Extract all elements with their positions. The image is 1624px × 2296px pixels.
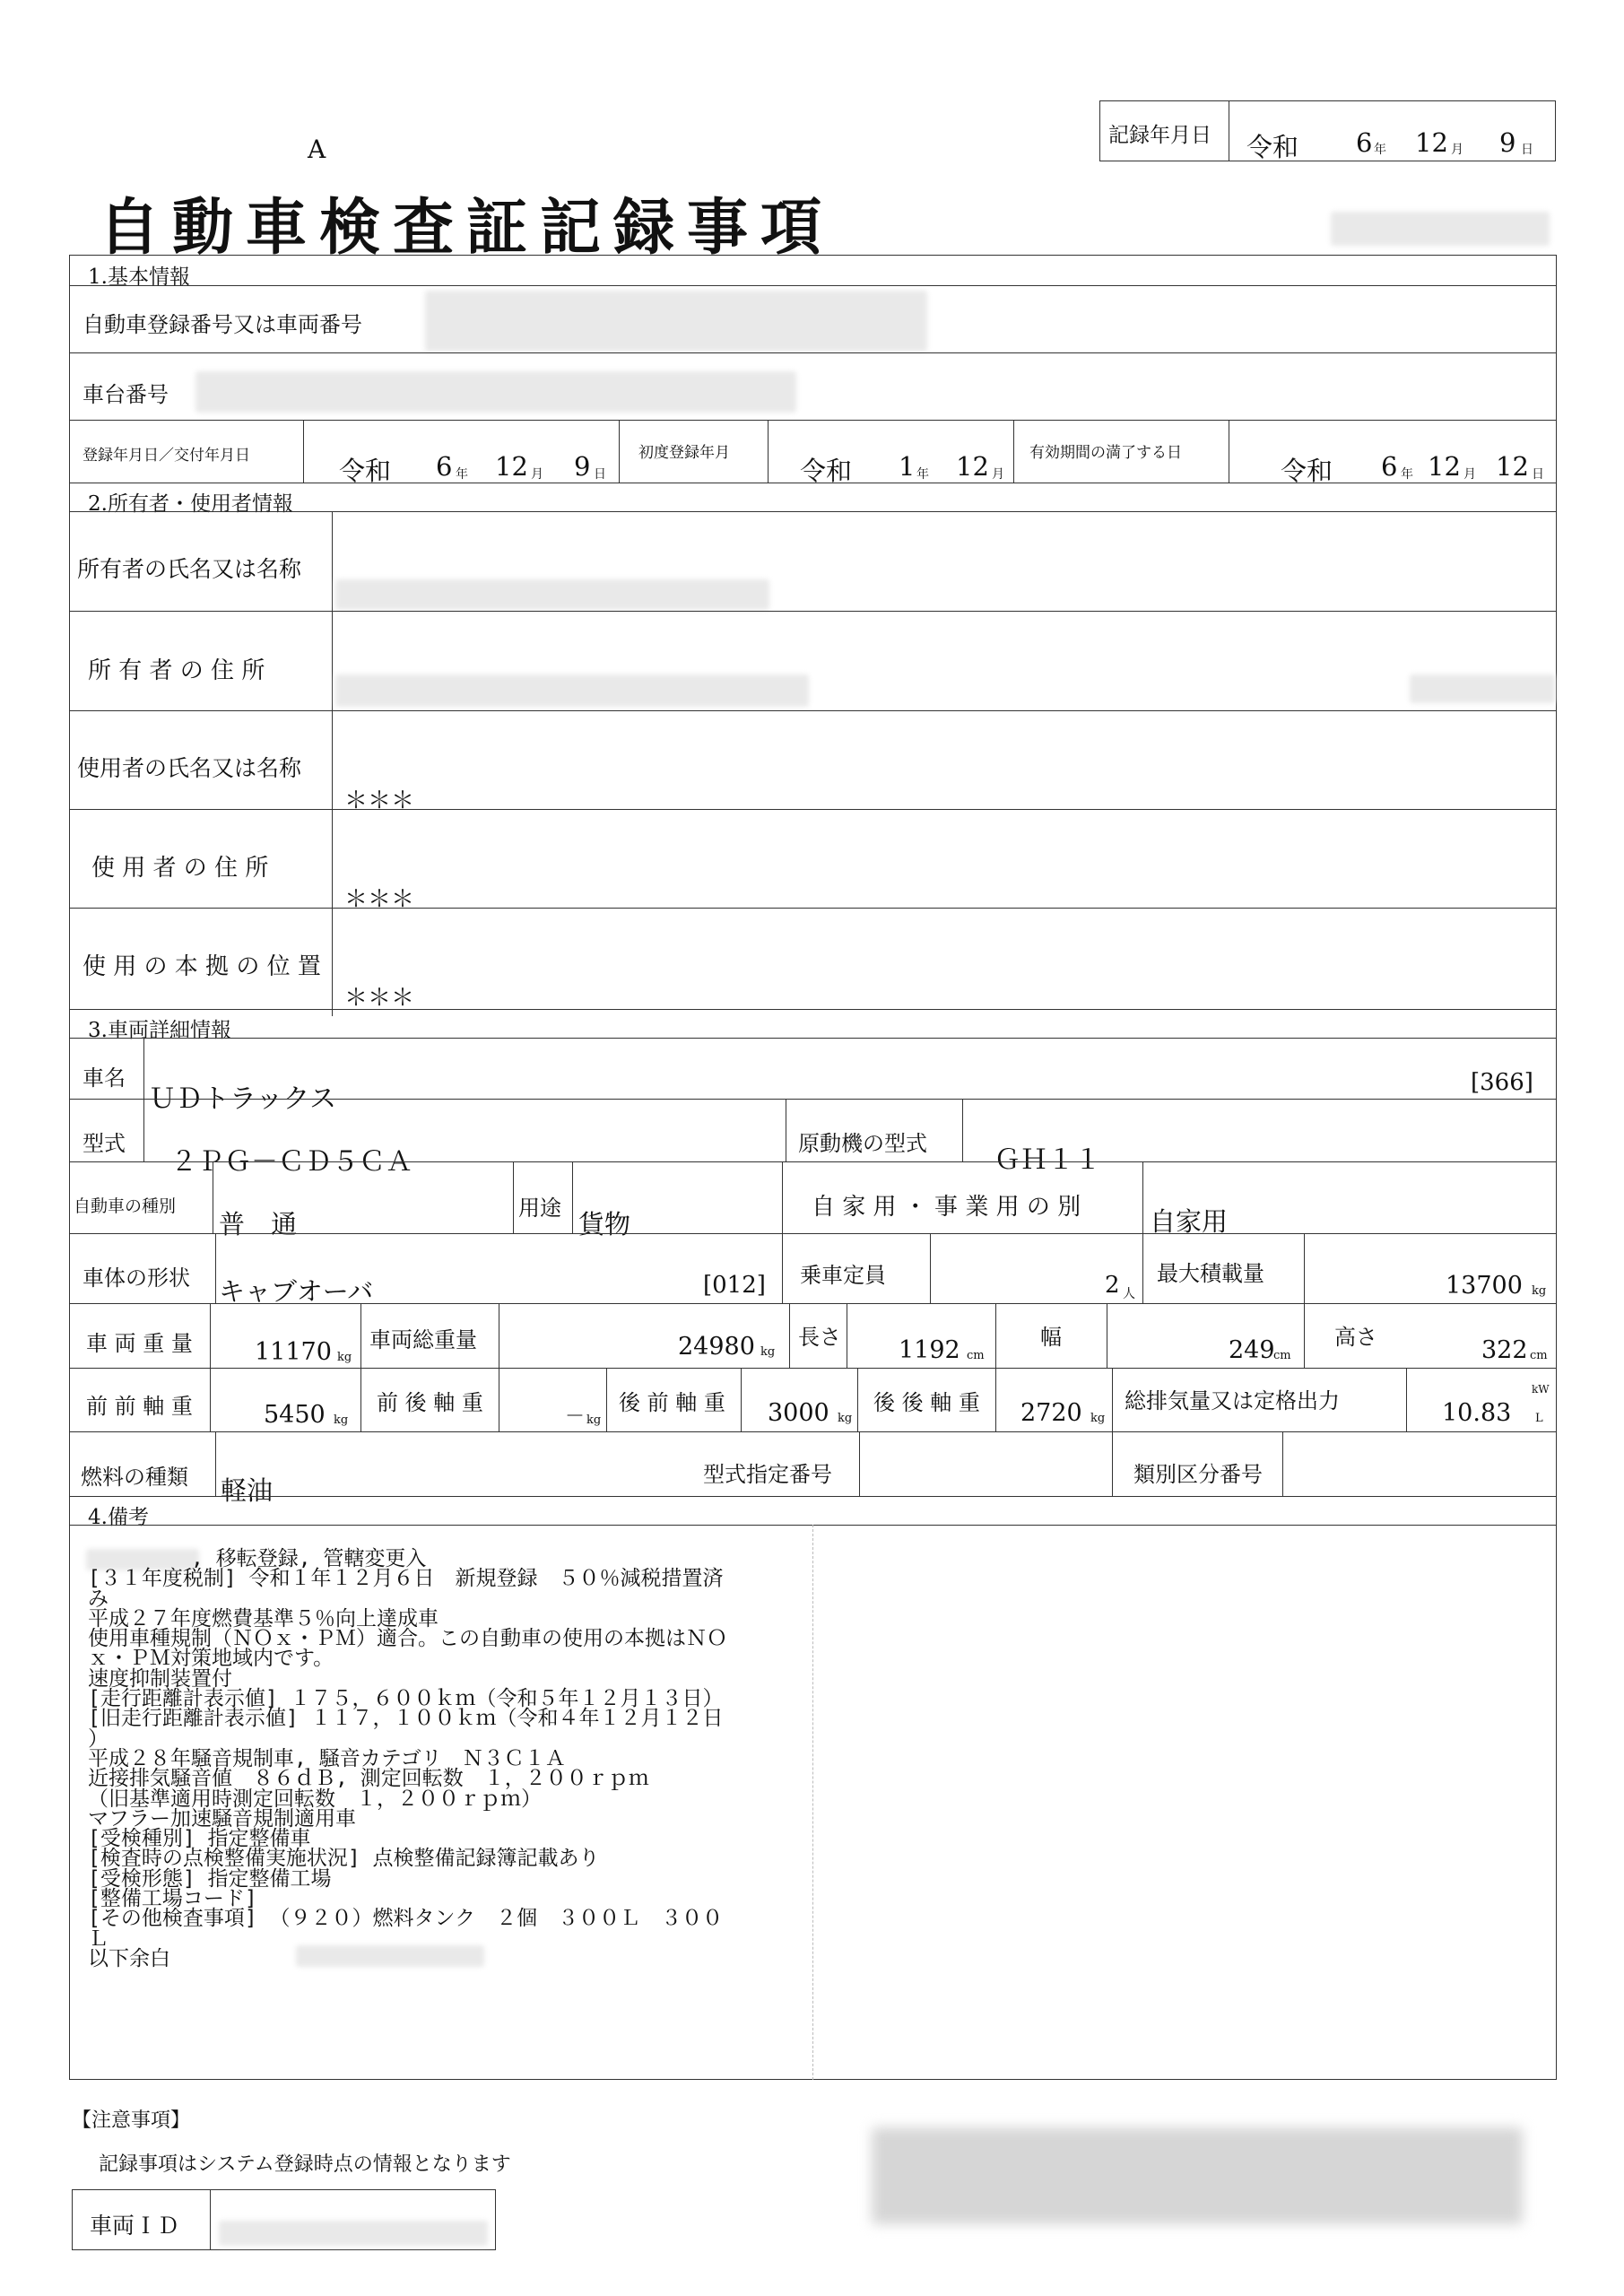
redacted-reg-no — [425, 291, 927, 352]
day-unit: 日 — [1532, 467, 1544, 482]
day-unit: 日 — [594, 467, 606, 482]
record-date-year: 6 — [1356, 127, 1373, 158]
notes-heading: 【注意事項】 — [72, 2109, 191, 2132]
vehicle-id-label: 車両ＩＤ — [90, 2213, 180, 2239]
redacted-owner-address — [335, 674, 809, 707]
fuel-label: 燃料の種類 — [81, 1465, 188, 1490]
reg-date-year: 6 — [436, 451, 453, 482]
gross-label: 車両総重量 — [369, 1327, 477, 1352]
rr-axle-label: 後 後 軸 重 — [873, 1390, 980, 1415]
first-reg-year: 1 — [899, 451, 916, 482]
section-vehicle-heading: 3.車両詳細情報 — [88, 1019, 231, 1042]
reg-date-era: 令和 — [339, 456, 392, 486]
kg-unit: kg — [334, 1413, 349, 1427]
capacity-value: 2 — [1105, 1272, 1120, 1299]
body-label: 車体の形状 — [83, 1265, 190, 1291]
redacted-vehicle-id — [219, 2221, 488, 2246]
first-reg-label: 初度登録年月 — [638, 444, 730, 462]
engine-label: 原動機の型式 — [798, 1131, 927, 1156]
capacity-label: 乗車定員 — [800, 1263, 886, 1288]
record-date-label: 記録年月日 — [1108, 124, 1211, 147]
ff-axle-value: 5450 — [264, 1401, 326, 1429]
car-name-value: ＵＤトラックス — [149, 1083, 337, 1115]
expiry-label: 有効期間の満了する日 — [1029, 444, 1182, 462]
remarks-divider — [812, 1525, 813, 2080]
rf-axle-label: 後 前 軸 重 — [619, 1390, 725, 1415]
model-label: 型式 — [83, 1131, 126, 1156]
expiry-month: 12 — [1428, 451, 1461, 482]
user-name-value: ＊＊＊ — [344, 787, 415, 814]
use-label: 用途 — [518, 1196, 561, 1221]
ff-axle-label: 前 前 軸 重 — [86, 1394, 193, 1419]
engine-value: ＧＨ１１ — [994, 1144, 1101, 1176]
cm-unit: cm — [1530, 1349, 1548, 1362]
gross-value: 24980 — [678, 1333, 755, 1361]
kg-unit: kg — [586, 1413, 602, 1427]
l-unit: L — [1535, 1412, 1543, 1425]
kg-unit: kg — [1090, 1412, 1106, 1425]
year-unit: 年 — [456, 467, 468, 482]
year-unit: 年 — [1401, 467, 1413, 482]
fr-axle-label: 前 後 軸 重 — [377, 1390, 483, 1415]
redacted-chassis — [195, 371, 796, 413]
base-location-value: ＊＊＊ — [344, 985, 415, 1012]
cm-unit: cm — [967, 1349, 985, 1362]
owner-address-label: 所 有 者 の 住 所 — [88, 657, 265, 684]
max-load-label: 最大積載量 — [1157, 1261, 1264, 1286]
kg-unit: kg — [760, 1345, 776, 1359]
length-label: 長さ — [798, 1325, 841, 1350]
redacted-barcode — [872, 2127, 1523, 2224]
height-label: 高さ — [1334, 1325, 1377, 1350]
user-address-value: ＊＊＊ — [344, 886, 415, 913]
fr-axle-value: － — [565, 1405, 586, 1428]
expiry-era: 令和 — [1281, 456, 1333, 486]
reg-date-label: 登録年月日／交付年月日 — [83, 447, 250, 465]
type-designation-label: 型式指定番号 — [703, 1462, 832, 1487]
private-label: 自 家 用 ・ 事 業 用 の 別 — [812, 1194, 1081, 1221]
first-reg-month: 12 — [956, 451, 989, 482]
chassis-label: 車台番号 — [83, 382, 169, 407]
expiry-day: 12 — [1496, 451, 1529, 482]
reg-date-month: 12 — [495, 451, 528, 482]
car-name-label: 車名 — [83, 1065, 126, 1091]
month-unit: 月 — [531, 467, 543, 482]
record-date-era: 令和 — [1246, 132, 1299, 162]
kg-unit: kg — [838, 1412, 853, 1425]
width-label: 幅 — [1040, 1325, 1062, 1350]
length-value: 1192 — [899, 1336, 960, 1364]
redacted-header-id — [1331, 212, 1550, 246]
height-value: 322 — [1481, 1336, 1528, 1364]
weight-value: 11170 — [255, 1338, 332, 1366]
capacity-unit: 人 — [1123, 1287, 1135, 1301]
body-value: キャブオーバ — [219, 1276, 374, 1307]
displacement-value: 10.83 — [1442, 1399, 1512, 1427]
reg-date-day: 9 — [574, 451, 591, 482]
body-code: [012] — [703, 1272, 766, 1299]
rr-axle-value: 2720 — [1020, 1399, 1082, 1427]
section-basic-heading: 1.基本情報 — [88, 265, 190, 289]
month-unit: 月 — [1451, 143, 1463, 157]
weight-label: 車 両 重 量 — [86, 1331, 193, 1356]
month-unit: 月 — [1463, 467, 1476, 482]
max-load-value: 13700 — [1446, 1272, 1523, 1300]
notes-text: 記録事項はシステム登録時点の情報となります — [99, 2153, 511, 2176]
record-date-day: 9 — [1499, 127, 1516, 158]
day-unit: 日 — [1521, 143, 1533, 157]
redacted-owner-address-2 — [1410, 674, 1555, 703]
owner-name-label: 所有者の氏名又は名称 — [77, 556, 302, 582]
cm-unit: cm — [1273, 1349, 1291, 1362]
redacted-owner-name — [335, 579, 769, 610]
rf-axle-value: 3000 — [768, 1399, 829, 1427]
remarks-text: , 移転登録, 管轄変更入 [３１年度税制] 令和１年１２月６日 新規登録 ５０％減税措置済 み 平成２７年度燃費基準５％向上達成車 使用車種規制（ＮＯｘ・ＰＭ）適合。この自動車の使用の本拠はＮＯ ｘ・ＰＭ対策地域内です。 速度抑制装置付 [走行距離計表示値] １７５，６００ｋｍ（令和５年１２月１３日） [旧走行距離計表示値] １１７，１００ｋｍ（令和４年１２月１２日 ） 平成２８年騒音規制車, 騒音カテゴリ Ｎ３Ｃ１Ａ 近接排気騒音値 ８６ｄＢ, 測定回転数 １，２００ｒｐｍ （旧基準適用時測定回転数 １，２００ｒｐｍ） マフラー加速騒音規制適用車 [受検種別] 指定整備車 [検査時の点検整備実施状況] 点検整備記録簿記載あり [受検形態] 指定整備工場 [整備工場コード] [その他検査事項] （９２０）燃料タンク ２個 ３００Ｌ ３００ Ｌ 以下余白 — [88, 1547, 727, 1970]
displacement-label: 総排気量又は定格出力 — [1125, 1388, 1340, 1413]
month-unit: 月 — [992, 467, 1004, 482]
form-mark: A — [308, 135, 326, 164]
fuel-value: 軽油 — [221, 1475, 274, 1506]
car-name-code: [366] — [1471, 1069, 1533, 1096]
section-remarks-heading: 4.備考 — [88, 1506, 149, 1529]
year-unit: 年 — [916, 467, 929, 482]
document-title: 自動車検査証記録事項 — [99, 192, 835, 264]
private-value: 自家用 — [1150, 1206, 1229, 1237]
kind-value: 普 通 — [219, 1209, 298, 1239]
section-owner-heading: 2.所有者・使用者情報 — [88, 492, 293, 516]
kg-unit: kg — [337, 1351, 352, 1364]
use-value: 貨物 — [578, 1209, 631, 1239]
base-location-label: 使 用 の 本 拠 の 位 置 — [83, 953, 321, 980]
first-reg-era: 令和 — [800, 456, 853, 486]
user-address-label: 使 用 者 の 住 所 — [91, 855, 269, 882]
year-unit: 年 — [1374, 143, 1386, 157]
kw-unit: kW — [1532, 1383, 1550, 1396]
user-name-label: 使用者の氏名又は名称 — [77, 755, 302, 781]
class-number-label: 類別区分番号 — [1133, 1462, 1263, 1487]
expiry-year: 6 — [1381, 451, 1398, 482]
kind-label: 自動車の種別 — [74, 1196, 177, 1216]
width-value: 249 — [1229, 1336, 1275, 1364]
record-date-month: 12 — [1415, 127, 1448, 158]
reg-no-label: 自動車登録番号又は車両番号 — [83, 312, 362, 337]
kg-unit: kg — [1532, 1284, 1547, 1298]
model-value: ２ＰＧ－ＣＤ５ＣＡ — [170, 1146, 413, 1178]
